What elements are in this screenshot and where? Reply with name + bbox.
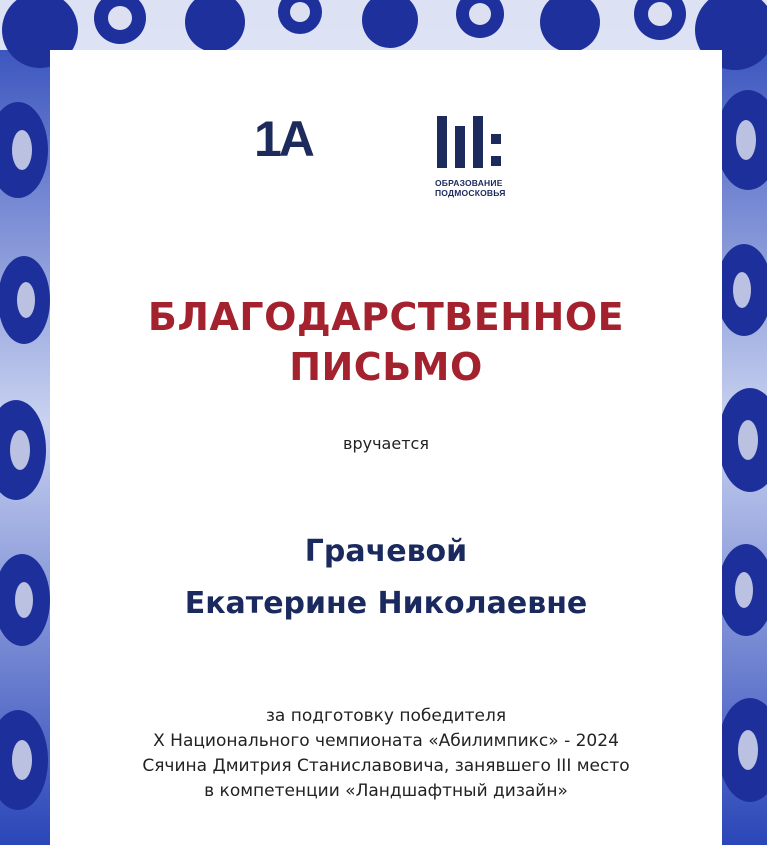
title-line-1: БЛАГОДАРСТВЕННОЕ (147, 295, 625, 339)
reason-line-2: X Национального чемпионата «Абилимпикс» - 2024 (153, 731, 619, 751)
certificate-title (50, 292, 722, 392)
reason-line-4: в компетенции «Ландшафтный дизайн» (204, 781, 568, 801)
edu-logo-caption-1: ОБРАЗОВАНИЕ (435, 178, 503, 188)
edu-logo-caption-2: ПОДМОСКОВЬЯ (435, 188, 506, 198)
recipient-name (50, 526, 722, 630)
reason-line-3: Сячина Дмитрия Станиславовича, занявшего III место (142, 756, 630, 776)
reason-line-1: за подготовку победителя (265, 706, 507, 726)
award-reason (50, 704, 722, 804)
logos-row (50, 50, 722, 210)
logo-obrazovanie-podmoskovya (435, 114, 535, 198)
title-line-2: ПИСЬМО (289, 345, 483, 389)
edu-logo-icon (435, 114, 507, 170)
certificate-sheet (50, 50, 722, 845)
recipient-given-names: Екатерине Николаевне (184, 586, 588, 621)
recipient-surname: Грачевой (304, 534, 468, 569)
awarded-label: вручается (343, 434, 429, 453)
logo-1a: 1А (254, 111, 312, 167)
